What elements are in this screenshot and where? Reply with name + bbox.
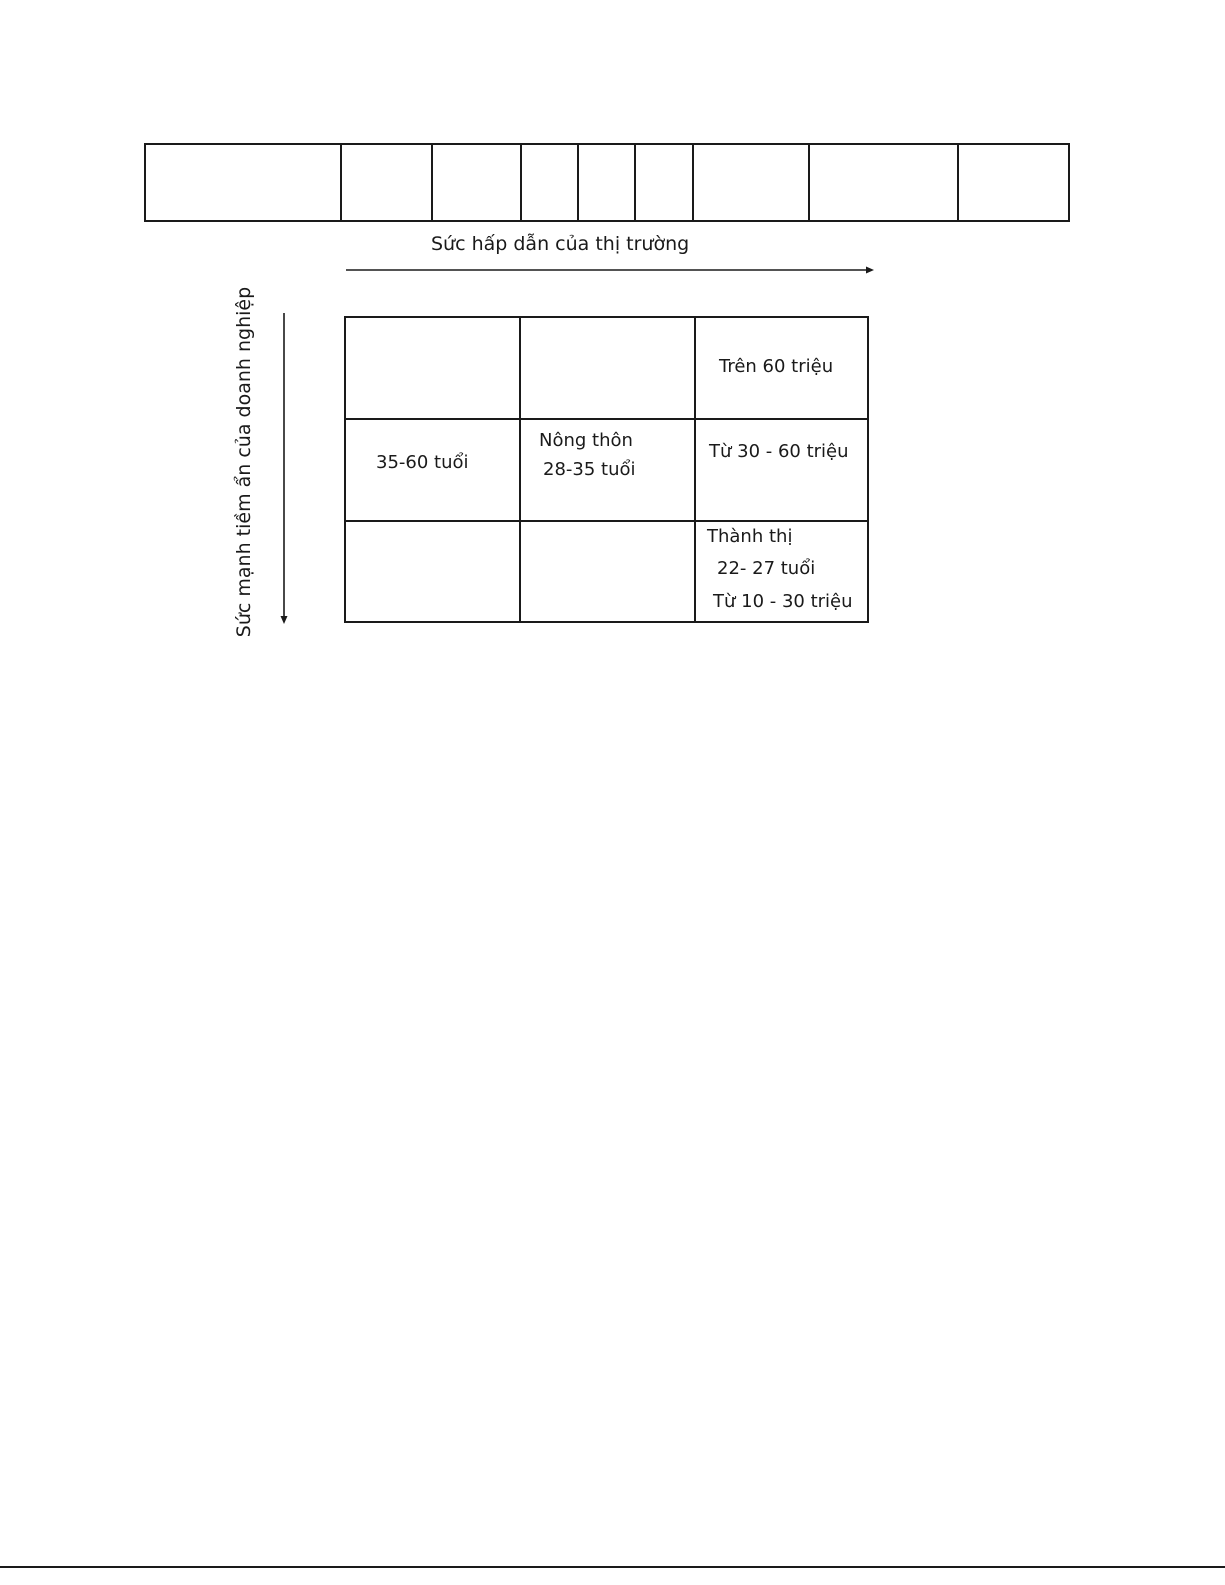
- cell-r1c3-income: Trên 60 triệu: [719, 356, 834, 377]
- strip-divider: [520, 145, 522, 220]
- strip-divider: [634, 145, 636, 220]
- cell-r2c2-age: 28-35 tuổi: [543, 459, 636, 480]
- strip-divider: [577, 145, 579, 220]
- cell-r3c3-area: Thành thị: [707, 526, 793, 547]
- cell-r2c3-income: Từ 30 - 60 triệu: [709, 441, 849, 462]
- cell-r2c1-age: 35-60 tuổi: [376, 452, 469, 473]
- matrix-column-divider: [519, 318, 521, 621]
- top-segment-strip: [144, 143, 1070, 222]
- strip-divider: [808, 145, 810, 220]
- matrix-row-divider: [346, 520, 867, 522]
- cell-r3c3-age: 22- 27 tuổi: [717, 558, 816, 579]
- strip-divider: [692, 145, 694, 220]
- strip-divider: [431, 145, 433, 220]
- matrix-row-divider: [346, 418, 867, 420]
- horizontal-arrow: [346, 267, 874, 274]
- cell-r3c3-income: Từ 10 - 30 triệu: [713, 591, 853, 612]
- strip-divider: [957, 145, 959, 220]
- cell-r2c2-area: Nông thôn: [539, 430, 633, 451]
- strip-divider: [340, 145, 342, 220]
- page-bottom-rule: [0, 1566, 1225, 1568]
- ge-matrix-grid: [344, 316, 869, 623]
- vertical-arrow: [281, 313, 288, 624]
- matrix-column-divider: [694, 318, 696, 621]
- business-strength-axis-label: Sức mạnh tiềm ẩn của doanh nghiệp: [233, 286, 255, 638]
- market-attractiveness-axis-label: Sức hấp dẫn của thị trường: [431, 233, 690, 255]
